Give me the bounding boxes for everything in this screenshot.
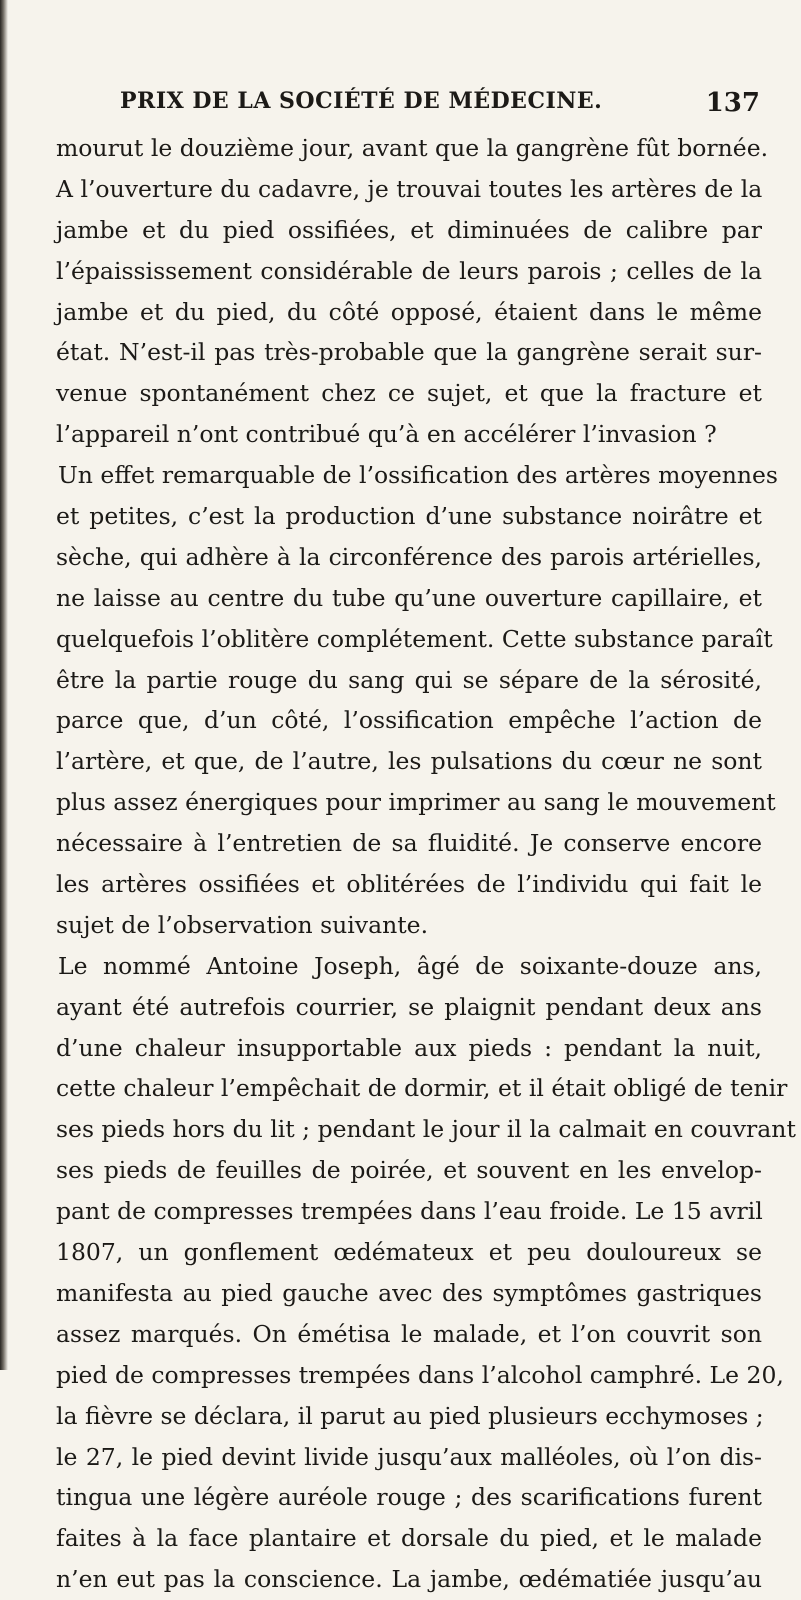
text-line: ayant été autrefois courrier, se plaignit pendant deux ans <box>56 992 762 1021</box>
text-line: ses pieds de feuilles de poirée, et souvent en les envelop- <box>56 1156 762 1185</box>
text-line: tingua une légère auréole rouge ; des scarifications furent <box>56 1483 762 1512</box>
text-line: sujet de l’observation suivante. <box>56 910 429 939</box>
text-line: jambe et du pied, du côté opposé, étaient dans le même <box>56 297 762 326</box>
text-line: A l’ouverture du cadavre, je trouvai toutes les artères de la <box>56 174 763 203</box>
text-line: quelquefois l’oblitère complétement. Cette substance paraît <box>56 624 773 653</box>
text-line: être la partie rouge du sang qui se sépare de la sérosité, <box>56 665 762 694</box>
body-text <box>56 128 796 1600</box>
text-line: Le nommé Antoine Joseph, âgé de soixante-douze ans, <box>58 951 762 980</box>
text-line: jambe et du pied ossifiées, et diminuées de calibre par <box>56 215 762 244</box>
text-line: la fièvre se déclara, il parut au pied plusieurs ecchymoses ; <box>56 1401 764 1430</box>
text-line: pied de compresses trempées dans l’alcohol camphré. Le 20, <box>56 1360 784 1389</box>
text-line: et petites, c’est la production d’une substance noirâtre et <box>56 502 762 531</box>
text-line: pant de compresses trempées dans l’eau froide. Le 15 avril <box>56 1197 763 1226</box>
running-head <box>120 88 760 124</box>
text-line: manifesta au pied gauche avec des symptômes gastriques <box>56 1278 762 1307</box>
text-line: mourut le douzième jour, avant que la gangrène fût bornée. <box>56 134 769 162</box>
text-line: le 27, le pied devint livide jusqu’aux malléoles, où l’on dis- <box>56 1442 762 1471</box>
text-line: 1807, un gonflement œdémateux et peu douloureux se <box>56 1238 762 1267</box>
text-line: les artères ossifiées et oblitérées de l’individu qui fait le <box>56 870 762 899</box>
text-line: état. N’est-il pas très-probable que la gangrène serait sur- <box>56 338 762 367</box>
text-line: Un effet remarquable de l’ossification des artères moyennes <box>58 461 778 490</box>
text-line: l’artère, et que, de l’autre, les pulsations du cœur ne sont <box>56 747 762 776</box>
text-line: ses pieds hors du lit ; pendant le jour il la calmait en couvrant <box>56 1115 796 1144</box>
page-edge-shadow <box>0 0 8 1370</box>
text-line: plus assez énergiques pour imprimer au sang le mouvement <box>56 788 776 817</box>
text-line: sèche, qui adhère à la circonférence des parois artérielles, <box>56 542 762 571</box>
text-line: nécessaire à l’entretien de sa fluidité. Je conserve encore <box>56 829 762 858</box>
text-line: d’une chaleur insupportable aux pieds : pendant la nuit, <box>56 1033 762 1062</box>
text-line: l’épaississement considérable de leurs parois ; celles de la <box>56 256 762 285</box>
text-line: l’appareil n’ont contribué qu’à en accélérer l’invasion ? <box>56 420 717 449</box>
text-line: assez marqués. On émétisa le malade, et l’on couvrit son <box>56 1319 762 1348</box>
running-title: PRIX DE LA SOCIÉTÉ DE MÉDECINE. <box>120 88 603 114</box>
text-line: ne laisse au centre du tube qu’une ouverture capillaire, et <box>56 583 762 612</box>
text-line: cette chaleur l’empêchait de dormir, et il était obligé de tenir <box>56 1074 788 1103</box>
text-line: n’en eut pas la conscience. La jambe, œdématiée jusqu’au <box>56 1565 762 1594</box>
page-number: 137 <box>705 88 760 118</box>
text-line: parce que, d’un côté, l’ossification empêche l’action de <box>56 706 762 735</box>
text-line: faites à la face plantaire et dorsale du pied, et le malade <box>56 1524 762 1553</box>
text-line: venue spontanément chez ce sujet, et que la fracture et <box>56 379 762 408</box>
